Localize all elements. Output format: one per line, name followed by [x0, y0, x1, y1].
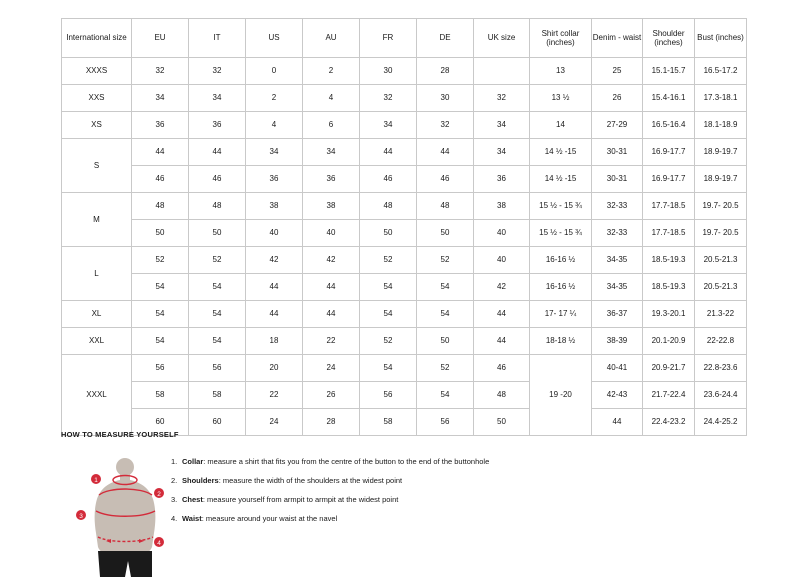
table-cell: 52	[189, 247, 246, 274]
table-cell: 46	[132, 166, 189, 193]
table-cell: 54	[360, 301, 417, 328]
table-cell: 46	[474, 355, 530, 382]
table-cell: 20.5-21.3	[695, 247, 747, 274]
table-cell: 40	[303, 220, 360, 247]
instruction-term: Collar	[182, 457, 204, 466]
table-body	[62, 58, 747, 436]
table-cell: 34	[474, 112, 530, 139]
table-cell: 36	[132, 112, 189, 139]
size-label-cell: XXS	[62, 85, 132, 112]
table-cell: 18.5-19.3	[643, 274, 695, 301]
body-figure-illustration	[67, 455, 187, 575]
instruction-text: : measure a shirt that fits you from the centre of the button to the end of the buttonhole	[203, 457, 490, 466]
table-cell: 52	[417, 355, 474, 382]
table-cell: 38	[246, 193, 303, 220]
column-header: IT	[189, 19, 246, 58]
table-row	[62, 85, 747, 112]
instruction-term: Waist	[182, 514, 202, 524]
table-cell: 17.3-18.1	[695, 85, 747, 112]
table-cell: 19.3-20.1	[643, 301, 695, 328]
table-cell: 32	[474, 85, 530, 112]
table-cell: 56	[417, 409, 474, 436]
table-cell: 34	[360, 112, 417, 139]
table-cell: 19.7- 20.5	[695, 193, 747, 220]
table-cell: 22.8-23.6	[695, 355, 747, 382]
table-cell: 15.1-15.7	[643, 58, 695, 85]
table-row	[62, 193, 747, 220]
table-cell: 44	[592, 409, 643, 436]
table-cell: 34-35	[592, 274, 643, 301]
table-cell: 40	[474, 220, 530, 247]
table-cell: 34	[474, 139, 530, 166]
table-cell: 28	[303, 409, 360, 436]
table-row	[62, 58, 747, 85]
table-cell: 2	[303, 58, 360, 85]
mannequin-figure-svg	[67, 455, 187, 580]
instruction-number: 4.	[171, 514, 178, 524]
table-cell: 50	[189, 220, 246, 247]
instruction-term: Shoulders	[182, 476, 219, 486]
table-cell: 54	[132, 301, 189, 328]
table-cell: 26	[303, 382, 360, 409]
table-row	[62, 220, 747, 247]
table-cell: 2	[246, 85, 303, 112]
table-cell: 42	[303, 247, 360, 274]
table-cell: 16.9-17.7	[643, 139, 695, 166]
table-cell: 52	[360, 247, 417, 274]
table-cell: 16.5-16.4	[643, 112, 695, 139]
table-cell: 58	[189, 382, 246, 409]
table-cell: 50	[132, 220, 189, 247]
table-row	[62, 166, 747, 193]
instruction-item	[171, 495, 731, 505]
table-cell: 42	[246, 247, 303, 274]
table-cell: 30-31	[592, 166, 643, 193]
size-table	[61, 18, 747, 436]
table-cell: 18-18 ½	[530, 328, 592, 355]
table-cell: 54	[132, 328, 189, 355]
table-cell: 34-35	[592, 247, 643, 274]
table-cell: 34	[189, 85, 246, 112]
table-row	[62, 247, 747, 274]
table-cell: 54	[189, 301, 246, 328]
table-cell: 23.6-24.4	[695, 382, 747, 409]
instruction-text: : measure yourself from armpit to armpit at the widest point	[202, 495, 399, 505]
table-cell: 44	[303, 301, 360, 328]
table-cell: 32	[360, 85, 417, 112]
table-cell: 26	[592, 85, 643, 112]
table-cell: 38-39	[592, 328, 643, 355]
table-cell: 18.9-19.7	[695, 139, 747, 166]
table-row	[62, 301, 747, 328]
table-cell: 22-22.8	[695, 328, 747, 355]
table-cell: 44	[246, 274, 303, 301]
table-cell: 16.5-17.2	[695, 58, 747, 85]
table-cell: 14 ½ -15	[530, 166, 592, 193]
table-cell: 13	[530, 58, 592, 85]
table-cell: 30	[360, 58, 417, 85]
table-cell: 18.5-19.3	[643, 247, 695, 274]
size-label-cell: XXL	[62, 328, 132, 355]
table-cell: 14 ½ -15	[530, 139, 592, 166]
table-cell: 32-33	[592, 220, 643, 247]
table-cell: 56	[360, 382, 417, 409]
table-cell: 27-29	[592, 112, 643, 139]
table-cell: 54	[189, 328, 246, 355]
table-cell: 40	[474, 247, 530, 274]
table-cell: 21.7-22.4	[643, 382, 695, 409]
table-cell: 16.9-17.7	[643, 166, 695, 193]
table-cell: 24	[246, 409, 303, 436]
table-cell: 38	[303, 193, 360, 220]
table-cell: 46	[360, 166, 417, 193]
table-cell: 19 -20	[530, 355, 592, 436]
column-header: FR	[360, 19, 417, 58]
table-cell: 56	[189, 355, 246, 382]
instruction-number: 1.	[171, 457, 178, 466]
table-cell: 50	[417, 328, 474, 355]
table-cell: 40-41	[592, 355, 643, 382]
table-cell: 54	[360, 274, 417, 301]
table-cell: 34	[132, 85, 189, 112]
column-header: Shirt collar (inches)	[530, 19, 592, 58]
table-row	[62, 382, 747, 409]
table-cell: 48	[417, 193, 474, 220]
how-to-measure-section	[61, 430, 761, 547]
column-header: AU	[303, 19, 360, 58]
table-cell: 52	[132, 247, 189, 274]
table-cell: 17.7-18.5	[643, 193, 695, 220]
table-cell: 48	[132, 193, 189, 220]
table-cell: 52	[417, 247, 474, 274]
table-cell: 44	[303, 274, 360, 301]
instruction-list	[171, 457, 731, 525]
table-cell: 30	[417, 85, 474, 112]
table-cell: 16-16 ½	[530, 274, 592, 301]
table-cell: 16-16 ½	[530, 247, 592, 274]
column-header: DE	[417, 19, 474, 58]
table-cell: 6	[303, 112, 360, 139]
marker-4-label: 4	[157, 540, 161, 547]
table-cell: 42	[474, 274, 530, 301]
table-cell: 54	[417, 382, 474, 409]
table-cell: 48	[189, 193, 246, 220]
size-label-cell: S	[62, 139, 132, 193]
table-cell: 58	[360, 409, 417, 436]
table-cell: 44	[246, 301, 303, 328]
table-cell: 54	[132, 274, 189, 301]
measure-title: HOW TO MEASURE YOURSELF	[61, 430, 179, 439]
column-header: Bust (inches)	[695, 19, 747, 58]
table-cell: 17- 17 ¼	[530, 301, 592, 328]
table-cell: 36	[303, 166, 360, 193]
table-cell: 34	[246, 139, 303, 166]
instruction-term: Chest	[182, 495, 203, 505]
table-cell: 22	[246, 382, 303, 409]
instruction-item	[171, 476, 731, 486]
table-cell: 22	[303, 328, 360, 355]
table-cell: 19.7- 20.5	[695, 220, 747, 247]
table-cell: 20	[246, 355, 303, 382]
table-cell: 46	[417, 166, 474, 193]
instruction-text: : measure the width of the shoulders at the widest point	[218, 476, 403, 486]
table-cell: 54	[189, 274, 246, 301]
table-cell: 30-31	[592, 139, 643, 166]
table-cell: 36	[246, 166, 303, 193]
table-cell: 36-37	[592, 301, 643, 328]
table-cell: 52	[360, 328, 417, 355]
table-row	[62, 328, 747, 355]
table-cell: 24.4-25.2	[695, 409, 747, 436]
table-cell: 20.9-21.7	[643, 355, 695, 382]
table-cell: 18.1-18.9	[695, 112, 747, 139]
table-cell: 32	[189, 58, 246, 85]
table-cell: 18.9-19.7	[695, 166, 747, 193]
table-cell: 21.3-22	[695, 301, 747, 328]
column-header: International size	[62, 19, 132, 58]
table-cell: 46	[189, 166, 246, 193]
table-cell: 15 ½ - 15 ¾	[530, 220, 592, 247]
table-cell: 4	[246, 112, 303, 139]
table-cell: 54	[360, 355, 417, 382]
table-cell: 15 ½ - 15 ¾	[530, 193, 592, 220]
instruction-text: : measure around your waist at the navel	[201, 514, 338, 524]
size-label-cell: XXXL	[62, 355, 132, 436]
size-chart	[61, 18, 744, 436]
size-label-cell: M	[62, 193, 132, 247]
table-cell: 56	[132, 355, 189, 382]
table-cell: 60	[132, 409, 189, 436]
table-cell: 13 ½	[530, 85, 592, 112]
table-cell: 44	[417, 139, 474, 166]
table-cell: 15.4-16.1	[643, 85, 695, 112]
instruction-number: 3.	[171, 495, 178, 505]
table-cell: 32	[417, 112, 474, 139]
table-header-row	[62, 19, 747, 58]
table-cell: 44	[474, 328, 530, 355]
table-cell: 54	[417, 301, 474, 328]
size-label-cell: XXXS	[62, 58, 132, 85]
table-cell: 32	[132, 58, 189, 85]
instruction-number: 2.	[171, 476, 178, 486]
table-cell: 18	[246, 328, 303, 355]
table-cell: 36	[189, 112, 246, 139]
table-cell: 4	[303, 85, 360, 112]
table-row	[62, 112, 747, 139]
marker-2-label: 2	[157, 491, 161, 498]
table-cell: 44	[132, 139, 189, 166]
table-row	[62, 139, 747, 166]
table-cell: 44	[360, 139, 417, 166]
table-cell: 20.5-21.3	[695, 274, 747, 301]
marker-1-label: 1	[94, 477, 98, 484]
table-cell: 48	[360, 193, 417, 220]
table-cell: 0	[246, 58, 303, 85]
table-cell	[474, 58, 530, 85]
size-label-cell: L	[62, 247, 132, 301]
table-cell: 34	[303, 139, 360, 166]
table-cell: 32-33	[592, 193, 643, 220]
column-header: UK size	[474, 19, 530, 58]
column-header: EU	[132, 19, 189, 58]
table-cell: 14	[530, 112, 592, 139]
table-cell: 17.7-18.5	[643, 220, 695, 247]
table-cell: 50	[474, 409, 530, 436]
instruction-item	[171, 514, 731, 524]
table-cell: 54	[417, 274, 474, 301]
table-row	[62, 274, 747, 301]
column-header: US	[246, 19, 303, 58]
table-row	[62, 355, 747, 382]
table-cell: 28	[417, 58, 474, 85]
size-label-cell: XS	[62, 112, 132, 139]
table-cell: 50	[417, 220, 474, 247]
table-cell: 38	[474, 193, 530, 220]
table-cell: 20.1-20.9	[643, 328, 695, 355]
table-cell: 42-43	[592, 382, 643, 409]
table-cell: 40	[246, 220, 303, 247]
size-label-cell: XL	[62, 301, 132, 328]
table-cell: 24	[303, 355, 360, 382]
table-cell: 36	[474, 166, 530, 193]
table-cell: 50	[360, 220, 417, 247]
instruction-item	[171, 457, 731, 467]
table-cell: 44	[474, 301, 530, 328]
table-cell: 48	[474, 382, 530, 409]
marker-3-label: 3	[79, 513, 83, 520]
table-cell: 44	[189, 139, 246, 166]
table-cell: 22.4-23.2	[643, 409, 695, 436]
column-header: Shoulder (inches)	[643, 19, 695, 58]
column-header: Denim - waist	[592, 19, 643, 58]
table-cell: 25	[592, 58, 643, 85]
table-cell: 58	[132, 382, 189, 409]
measure-instructions	[171, 457, 731, 534]
table-cell: 60	[189, 409, 246, 436]
